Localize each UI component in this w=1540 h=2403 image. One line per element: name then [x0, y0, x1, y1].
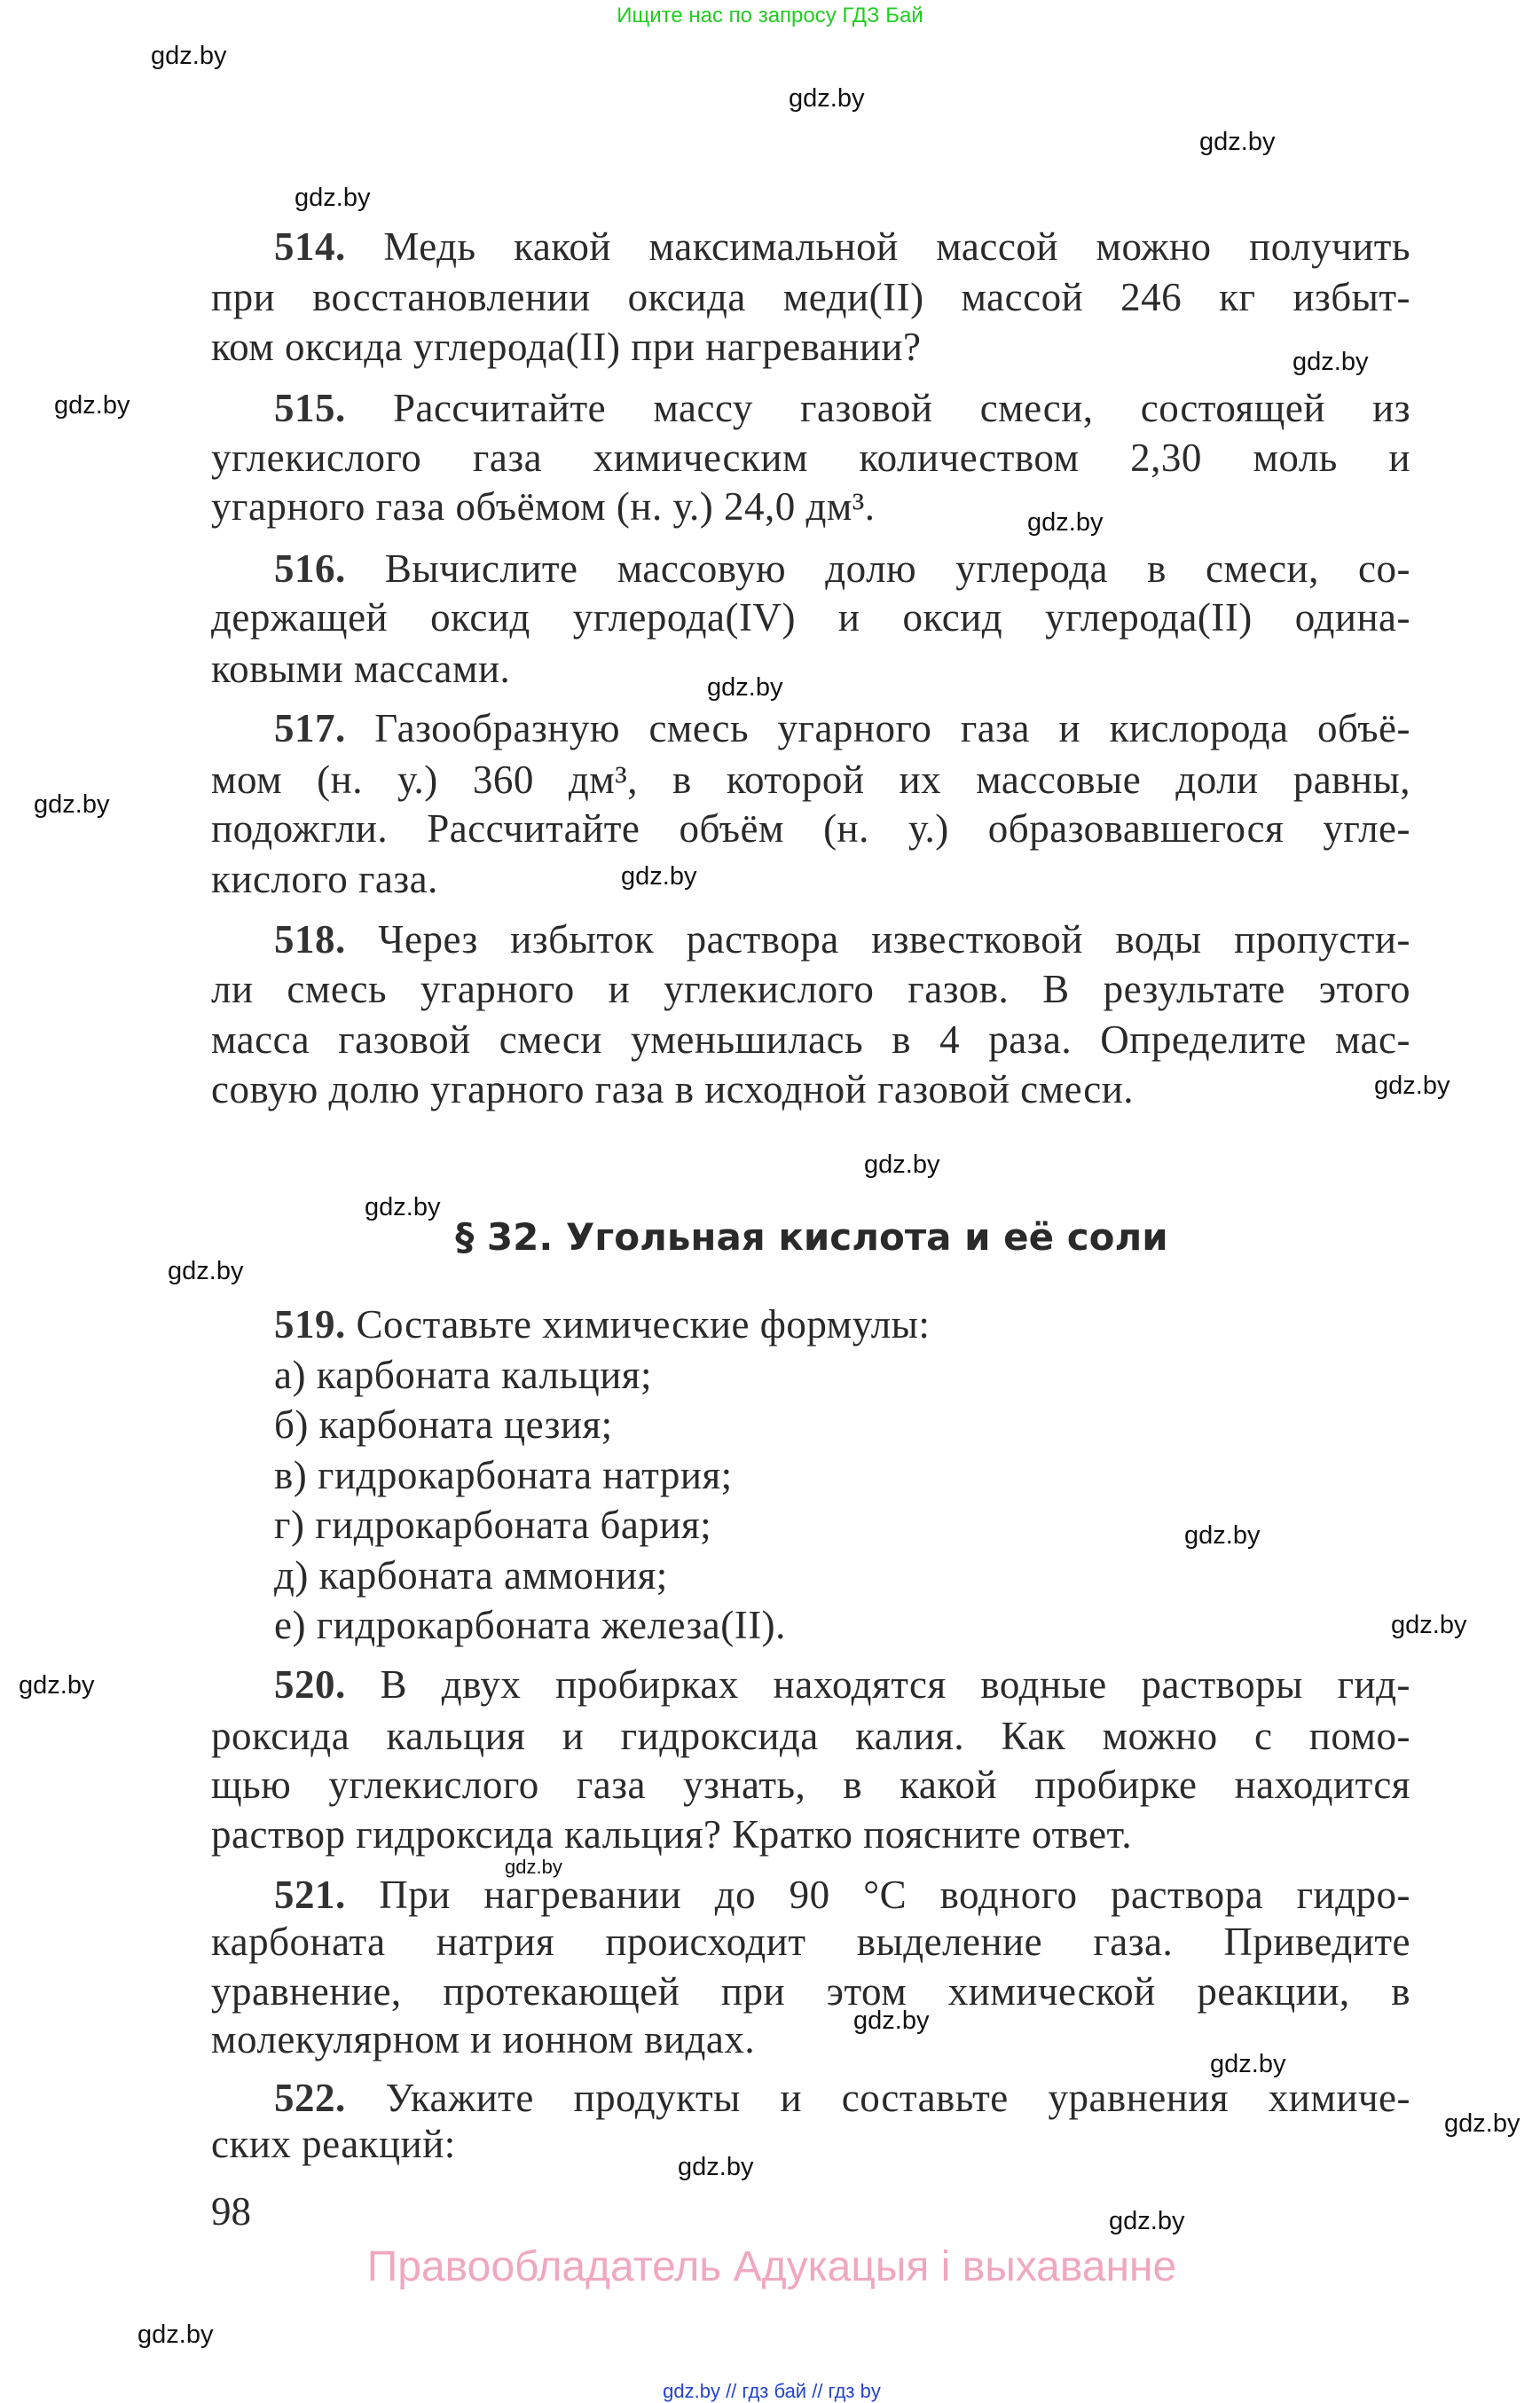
watermark: gdz.by — [365, 1193, 441, 1221]
problem-text: в) гидрокарбоната натрия; — [274, 1453, 733, 1497]
problem-522 — [274, 2073, 1410, 2123]
problem-line — [274, 1350, 1410, 1400]
problem-text: угарного газа объёмом (н. у.) 24,0 дм³. — [211, 484, 876, 529]
problem-text: роксида кальция и гидроксида калия. Как можно с помо- — [211, 1714, 1410, 1758]
problem-line — [211, 2119, 1410, 2169]
watermark: gdz.by — [295, 184, 371, 212]
problem-number: 520. — [274, 1662, 346, 1707]
problem-number: 519. — [274, 1302, 346, 1347]
page-number: 98 — [211, 2189, 251, 2234]
watermark: gdz.by — [621, 862, 697, 891]
problem-516 — [274, 544, 1410, 593]
problem-text: Вычислите массовую долю углерода в смеси, со- — [384, 546, 1411, 591]
watermark: gdz.by — [1210, 2050, 1286, 2078]
problem-text: при восстановлении оксида меди(II) массой 246 кг избыт- — [211, 275, 1410, 319]
problem-text: б) карбоната цезия; — [274, 1402, 613, 1447]
problem-line — [211, 1967, 1410, 2016]
problem-line — [211, 482, 1410, 531]
search-hint-banner: Ищите нас по запросу ГДЗ Бай — [617, 4, 923, 27]
problem-text: ком оксида углерода(II) при нагревании? — [211, 325, 922, 369]
problem-line — [274, 1450, 1410, 1500]
watermark: gdz.by — [1184, 1521, 1261, 1550]
problem-text: масса газовой смеси уменьшилась в 4 раза. Определите мас- — [211, 1017, 1410, 1062]
watermark: gdz.by — [1292, 348, 1369, 376]
problem-text: раствор гидроксида кальция? Кратко поясните ответ. — [211, 1812, 1133, 1857]
problem-line — [211, 1015, 1410, 1064]
problem-text: ковыми массами. — [211, 647, 511, 691]
watermark: gdz.by — [138, 2321, 214, 2349]
problem-text: ли смесь угарного и углекислого газов. В результате этого — [211, 967, 1410, 1011]
watermark: gdz.by — [1444, 2109, 1520, 2138]
problem-517 — [274, 703, 1410, 753]
problem-number: 514. — [274, 224, 346, 269]
problem-line — [211, 964, 1410, 1014]
problem-text: д) карбоната аммония; — [274, 1553, 668, 1598]
problem-line — [211, 1810, 1410, 1859]
problem-520 — [274, 1660, 1410, 1709]
problem-number: 515. — [274, 386, 346, 430]
problem-text: г) гидрокарбоната бария; — [274, 1503, 712, 1547]
rights-holder-notice: Правообладатель Адукацыя і выхаванне — [366, 2243, 1177, 2290]
section-heading: § 32. Угольная кислота и её соли — [455, 1215, 1168, 1259]
problem-text: Газообразную смесь угарного газа и кислорода объё- — [374, 706, 1411, 750]
problem-line — [211, 854, 1410, 904]
watermark: gdz.by — [54, 391, 130, 420]
problem-number: 518. — [274, 917, 346, 962]
problem-text: Через избыток раствора известковой воды пропусти- — [378, 917, 1410, 962]
problem-text: мом (н. у.) 360 дм³, в которой их массовые доли равны, — [211, 758, 1410, 802]
problem-text: держащей оксид углерода(IV) и оксид углерода(II) одина- — [211, 595, 1410, 640]
problem-text: Рассчитайте массу газовой смеси, состоящей из — [392, 386, 1410, 430]
watermark: gdz.by — [151, 42, 227, 70]
watermark: gdz.by — [864, 1150, 940, 1179]
watermark: gdz.by — [789, 84, 865, 113]
problem-text: молекулярном и ионном видах. — [211, 2017, 756, 2061]
problem-number: 517. — [274, 706, 346, 750]
problem-line — [211, 1917, 1410, 1967]
problem-number: 521. — [274, 1873, 346, 1917]
watermark: gdz.by — [678, 2153, 754, 2181]
problem-line — [274, 1400, 1410, 1449]
problem-line — [274, 1600, 1410, 1650]
problem-text: е) гидрокарбоната железа(II). — [274, 1603, 786, 1647]
problem-text: а) карбоната кальция; — [274, 1353, 652, 1397]
bottom-links[interactable]: gdz.by // гдз бай // гдз by — [663, 2380, 881, 2402]
watermark: gdz.by — [505, 1856, 562, 1878]
watermark: gdz.by — [1391, 1611, 1467, 1639]
problem-514 — [274, 222, 1410, 271]
problem-text: Медь какой максимальной массой можно получить — [383, 224, 1410, 269]
watermark: gdz.by — [19, 1671, 95, 1700]
watermark: gdz.by — [1374, 1072, 1450, 1100]
problem-line — [211, 1760, 1410, 1810]
problem-text: кислого газа. — [211, 857, 438, 901]
problem-text: При нагревании до 90 °С водного раствора гидро- — [379, 1873, 1410, 1917]
problem-line — [211, 322, 1410, 372]
problem-line — [211, 804, 1410, 853]
watermark: gdz.by — [168, 1257, 244, 1285]
problem-line — [211, 644, 1410, 694]
problem-text: В двух пробирках находятся водные растворы гид- — [380, 1662, 1410, 1707]
problem-text: углекислого газа химическим количеством 2,30 моль и — [211, 436, 1410, 480]
problem-line — [274, 1551, 1410, 1600]
problem-521 — [274, 1870, 1410, 1920]
problem-text: подожгли. Рассчитайте объём (н. у.) образовавшегося угле- — [211, 806, 1410, 851]
problem-text: ских реакций: — [211, 2122, 456, 2166]
problem-text: карбоната натрия происходит выделение газа. Приведите — [211, 1920, 1410, 1964]
problem-519 — [274, 1300, 1410, 1349]
problem-text: Составьте химические формулы: — [356, 1302, 931, 1347]
problem-line — [211, 1064, 1410, 1114]
watermark: gdz.by — [1199, 128, 1276, 156]
problem-text: Укажите продукты и составьте уравнения химиче- — [385, 2076, 1410, 2120]
problem-text: совую долю угарного газа в исходной газовой смеси. — [211, 1067, 1135, 1111]
watermark: gdz.by — [1027, 508, 1104, 537]
problem-line — [211, 433, 1410, 483]
watermark: gdz.by — [853, 2006, 930, 2035]
watermark: gdz.by — [707, 673, 783, 702]
problem-518 — [274, 915, 1410, 964]
problem-line — [211, 1711, 1410, 1761]
watermark: gdz.by — [34, 790, 110, 819]
problem-line — [211, 272, 1410, 322]
problem-text: уравнение, протекающей при этом химической реакции, в — [211, 1969, 1410, 2014]
problem-line — [211, 755, 1410, 805]
problem-number: 522. — [274, 2076, 346, 2120]
problem-text: щью углекислого газа узнать, в какой пробирке находится — [211, 1763, 1410, 1807]
problem-number: 516. — [274, 546, 346, 591]
problem-line — [211, 593, 1410, 642]
problem-515 — [274, 383, 1410, 433]
watermark: gdz.by — [1109, 2207, 1185, 2235]
